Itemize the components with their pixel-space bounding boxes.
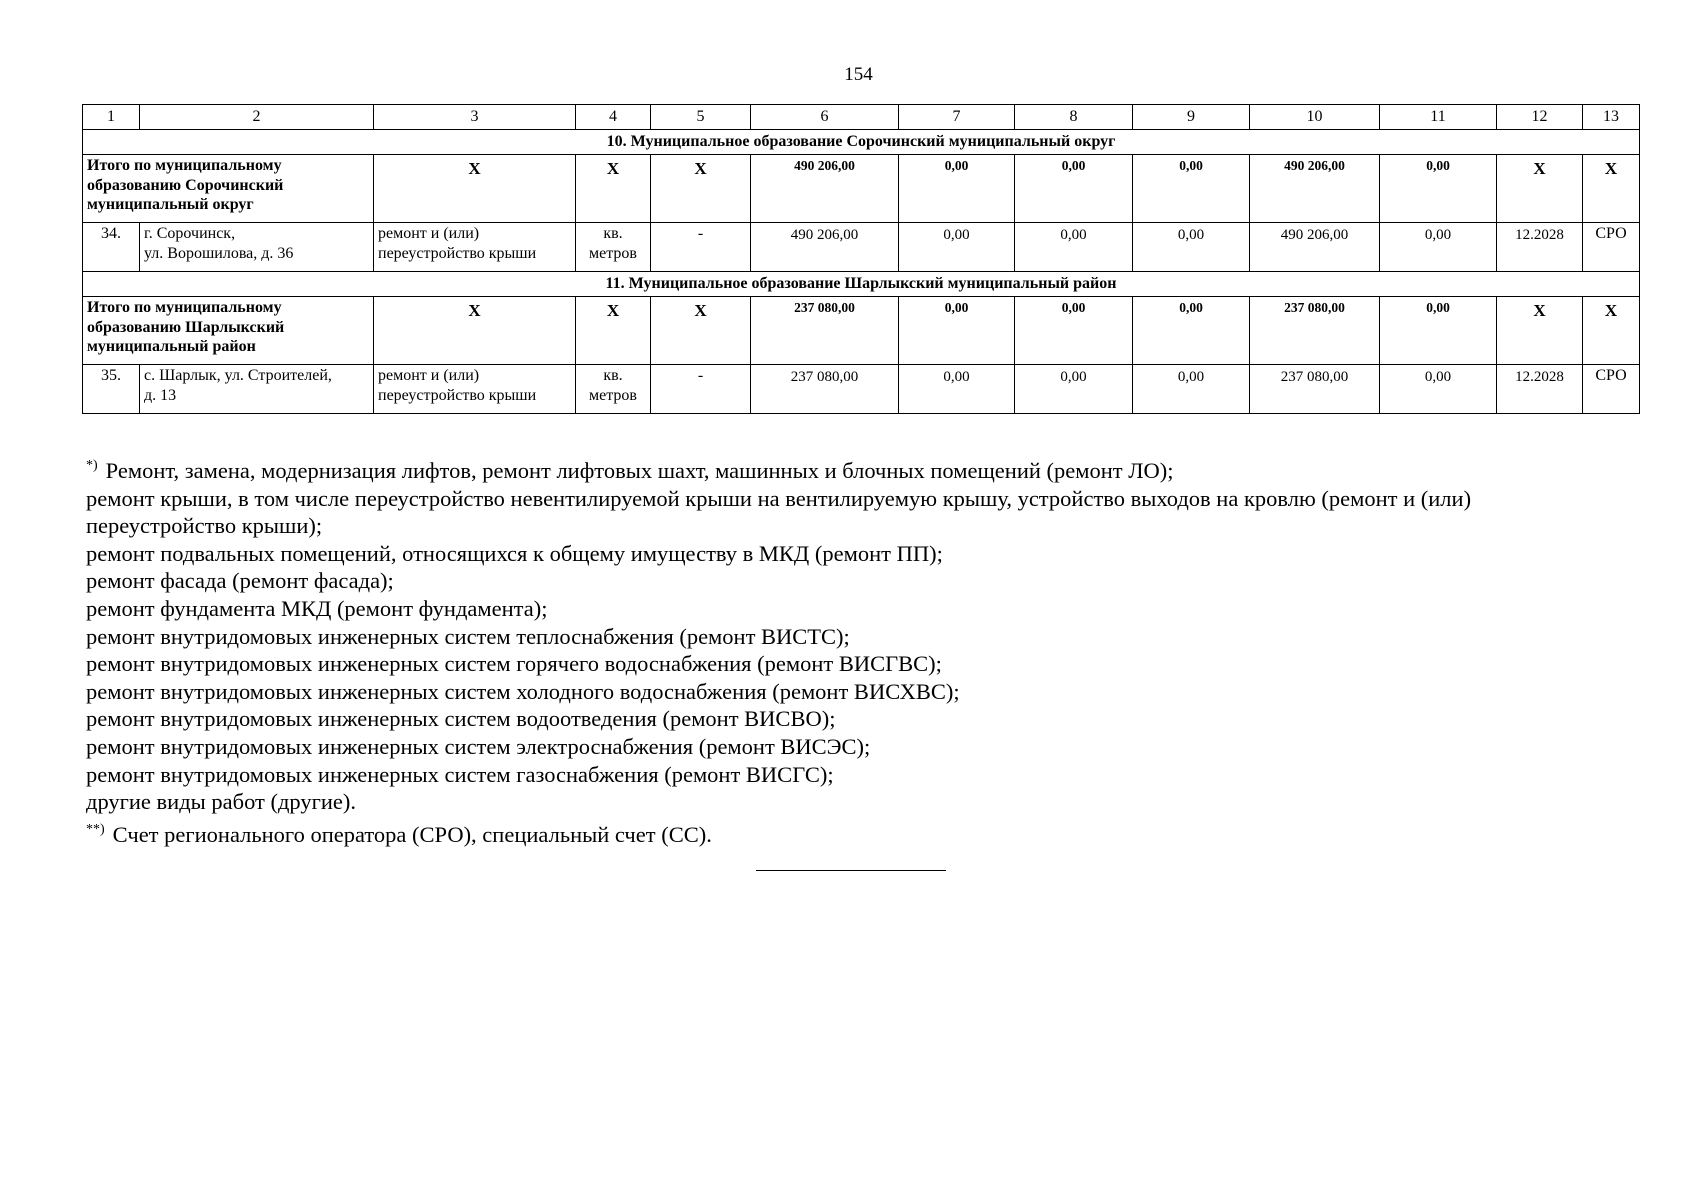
footnote-text: Ремонт, замена, модернизация лифтов, ремонт лифтовых шахт, машинных и блочных помещений (ремонт ЛО); — [105, 458, 1174, 483]
total-cell: 237 080,00 — [1250, 297, 1380, 365]
item-work-type — [374, 223, 576, 272]
total-row — [83, 297, 1640, 365]
item-cell: 0,00 — [899, 365, 1015, 414]
total-cell: 0,00 — [1015, 155, 1133, 223]
column-number: 10 — [1250, 105, 1380, 130]
address-line: с. Шарлык, ул. Строителей, — [144, 367, 332, 384]
unit-line: метров — [589, 386, 637, 404]
section-title: 11. Муниципальное образование Шарлыкский муниципальный район — [83, 272, 1640, 297]
total-cell: X — [651, 297, 751, 365]
total-cell: 490 206,00 — [751, 155, 899, 223]
total-cell: 0,00 — [1380, 155, 1497, 223]
work-line: переустройство крыши — [378, 244, 537, 262]
item-cell: 490 206,00 — [1250, 223, 1380, 272]
section-header-row — [83, 130, 1640, 155]
total-cell: 0,00 — [1133, 297, 1250, 365]
footnote-mark: *) — [86, 458, 98, 473]
item-cell: 0,00 — [1015, 223, 1133, 272]
footnote-line: ремонт крыши, в том числе переустройство невентилируемой крыши на вентилируемую крышу, устройство выходов на кровлю (ремонт и (или) — [86, 485, 1472, 511]
item-cell: - — [651, 223, 751, 272]
column-number: 1 — [83, 105, 140, 130]
total-label: Итого по муниципальному образованию Сорочинский муниципальный округ — [83, 155, 374, 223]
item-cell: 12.2028 — [1497, 365, 1583, 414]
column-number: 9 — [1133, 105, 1250, 130]
end-divider — [756, 870, 946, 871]
item-cell: 237 080,00 — [751, 365, 899, 414]
item-row — [83, 365, 1640, 414]
total-row — [83, 155, 1640, 223]
address-line: г. Сорочинск, — [144, 225, 236, 242]
item-cell: 0,00 — [1133, 365, 1250, 414]
column-number: 3 — [374, 105, 576, 130]
column-number: 2 — [140, 105, 374, 130]
total-label: Итого по муниципальному образованию Шарлыкский муниципальный район — [83, 297, 374, 365]
section-title: 10. Муниципальное образование Сорочинский муниципальный округ — [83, 130, 1640, 155]
footnote-line: ремонт подвальных помещений, относящихся к общему имуществу в МКД (ремонт ПП); — [86, 540, 943, 566]
total-cell: X — [374, 297, 576, 365]
column-number: 6 — [751, 105, 899, 130]
total-cell: 0,00 — [899, 155, 1015, 223]
total-cell: 0,00 — [1015, 297, 1133, 365]
unit-line: метров — [589, 244, 637, 262]
footnote-text: Счет регионального оператора (СРО), специальный счет (СС). — [112, 821, 712, 847]
total-cell: 0,00 — [899, 297, 1015, 365]
item-number: 35. — [83, 365, 140, 414]
work-line: ремонт и (или) — [378, 225, 480, 242]
total-cell: 0,00 — [1380, 297, 1497, 365]
work-line: ремонт и (или) — [378, 367, 480, 384]
unit-line: кв. — [603, 367, 623, 384]
column-number: 4 — [576, 105, 651, 130]
footnote-line: ремонт внутридомовых инженерных систем холодного водоснабжения (ремонт ВИСХВС); — [86, 678, 960, 704]
item-unit — [576, 365, 651, 414]
footnote-line: другие виды работ (другие). — [86, 789, 356, 815]
page-number: 154 — [844, 64, 873, 85]
item-unit — [576, 223, 651, 272]
total-cell: X — [576, 155, 651, 223]
footnote-line: ремонт фундамента МКД (ремонт фундамента); — [86, 595, 548, 621]
footnote-line: ремонт внутридомовых инженерных систем горячего водоснабжения (ремонт ВИСГВС); — [86, 651, 942, 677]
address-line: ул. Ворошилова, д. 36 — [144, 244, 294, 262]
item-work-type — [374, 365, 576, 414]
footnotes — [86, 452, 1646, 848]
total-cell: X — [1497, 297, 1583, 365]
footnote-line — [86, 816, 1646, 849]
total-cell: X — [1583, 297, 1640, 365]
footnote-mark: **) — [86, 821, 105, 837]
item-address — [140, 223, 374, 272]
address-line: д. 13 — [144, 386, 177, 404]
footnote-line: ремонт внутридомовых инженерных систем теплоснабжения (ремонт ВИСТС); — [86, 623, 850, 649]
total-cell: X — [576, 297, 651, 365]
work-line: переустройство крыши — [378, 386, 537, 404]
item-cell: 12.2028 — [1497, 223, 1583, 272]
item-row — [83, 223, 1640, 272]
item-cell: - — [651, 365, 751, 414]
column-number: 11 — [1380, 105, 1497, 130]
column-number-row — [83, 105, 1640, 130]
item-cell: СРО — [1583, 365, 1640, 414]
total-cell: 0,00 — [1133, 155, 1250, 223]
footnote-line: ремонт внутридомовых инженерных систем газоснабжения (ремонт ВИСГС); — [86, 761, 834, 787]
total-cell: X — [1583, 155, 1640, 223]
footnote-line: переустройство крыши); — [86, 513, 323, 539]
column-number: 12 — [1497, 105, 1583, 130]
capital-repair-table — [82, 104, 1640, 414]
item-address — [140, 365, 374, 414]
footnote-line: ремонт фасада (ремонт фасада); — [86, 568, 394, 594]
total-cell: X — [651, 155, 751, 223]
footnote-line: ремонт внутридомовых инженерных систем электроснабжения (ремонт ВИСЭС); — [86, 733, 871, 759]
item-cell: 0,00 — [1380, 365, 1497, 414]
item-cell: 237 080,00 — [1250, 365, 1380, 414]
unit-line: кв. — [603, 225, 623, 242]
column-number: 8 — [1015, 105, 1133, 130]
item-cell: 0,00 — [1380, 223, 1497, 272]
column-number: 13 — [1583, 105, 1640, 130]
footnote-line: ремонт внутридомовых инженерных систем водоотведения (ремонт ВИСВО); — [86, 706, 836, 732]
item-cell: СРО — [1583, 223, 1640, 272]
item-cell: 0,00 — [1015, 365, 1133, 414]
item-cell: 0,00 — [1133, 223, 1250, 272]
section-header-row — [83, 272, 1640, 297]
item-cell: 0,00 — [899, 223, 1015, 272]
column-number: 7 — [899, 105, 1015, 130]
total-cell: 490 206,00 — [1250, 155, 1380, 223]
column-number: 5 — [651, 105, 751, 130]
footnote-line — [86, 452, 1646, 485]
item-cell: 490 206,00 — [751, 223, 899, 272]
item-number: 34. — [83, 223, 140, 272]
total-cell: X — [1497, 155, 1583, 223]
total-cell: 237 080,00 — [751, 297, 899, 365]
total-cell: X — [374, 155, 576, 223]
